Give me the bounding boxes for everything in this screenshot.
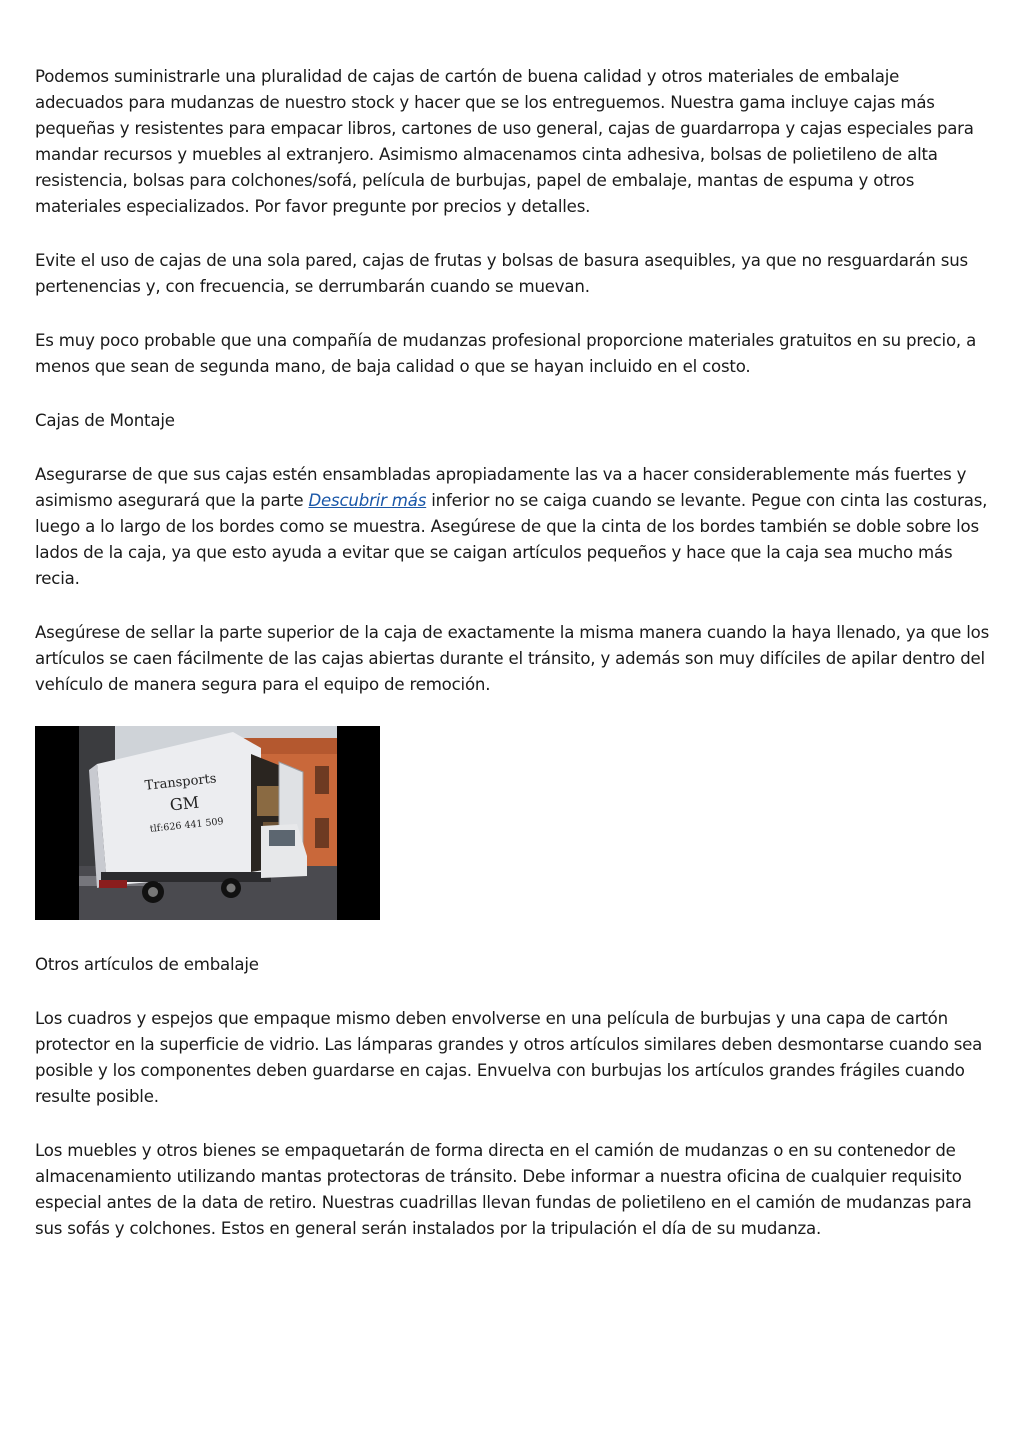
paragraph-furniture: Los muebles y otros bienes se empaquetarán de forma directa en el camión de mudanzas o en su contenedor de almacenamiento utilizando mantas protectoras de tránsito. Debe informar a nuestra oficina de cualquier requisito especial antes de la data de retiro. Nuestras cuadrillas llevan fundas de polietileno en el camión de mudanzas para sus sofás y colchones. Estos en general serán instalados por la tripulación el día de su mudanza.: [35, 1141, 972, 1238]
paragraph-avoid-boxes: Evite el uso de cajas de una sola pared, cajas de frutas y bolsas de basura asequibles, ya que no resguardarán sus pertenencias y, con frecuencia, se derrumbarán cuando se muevan.: [35, 251, 968, 296]
truck-lettering-initials: GM: [168, 792, 200, 815]
moving-truck-illustration: [35, 726, 380, 920]
paragraph-supplies: Podemos suministrarle una pluralidad de cajas de cartón de buena calidad y otros materiales de embalaje adecuados para mudanzas de nuestro stock y hacer que se los entreguemos. Nuestra gama incluye cajas más pequeñas y resistentes para empacar libros, cartones de uso general, cajas de guardarropa y cajas especiales para mandar recursos y muebles al extranjero. Asimismo almacenamos cinta adhesiva, bolsas de polietileno de alta resistencia, bolsas para colchones/sofá, película de burbujas, papel de embalaje, mantas de espuma y otros materiales especializados. Por favor pregunte por precios y detalles.: [35, 67, 974, 216]
paragraph-seal-top: Asegúrese de sellar la parte superior de la caja de exactamente la misma manera cuando la haya llenado, ya que los artículos se caen fácilmente de las cajas abiertas durante el tránsito, y además son muy difíciles de apilar dentro del vehículo de manera segura para el equipo de remoción.: [35, 623, 990, 694]
heading-otros-articulos: Otros artículos de embalaje: [35, 955, 259, 974]
paragraph-pictures-mirrors: Los cuadros y espejos que empaque mismo deben envolverse en una película de burbujas y una capa de cartón protector en la superficie de vidrio. Las lámparas grandes y otros artículos similares deben desmontarse cuando sea posible y los componentes deben guardarse en cajas. Envuelva con burbujas los artículos grandes frágiles cuando resulte posible.: [35, 1009, 983, 1106]
heading-cajas-de-montaje: Cajas de Montaje: [35, 411, 175, 430]
paragraph-assembly: [35, 462, 991, 592]
paragraph-assembly-text-1: Asegurarse de que sus cajas estén ensambladas apropiadamente las va a hacer considerablemente más fuertes y asimismo asegurará que la parte: [35, 465, 967, 510]
moving-truck-image: [35, 726, 380, 920]
descubrir-mas-link[interactable]: Descubrir más: [308, 491, 427, 510]
paragraph-assembly-text-2: inferior no se caiga cuando se levante. Pegue con cinta las costuras, luego a lo largo de los bordes como se muestra. Asegúrese de que la cinta de los bordes también se doble sobre los lados de la caja, ya que esto ayuda a evitar que se caigan artículos pequeños y hace que la caja sea mucho más recia.: [35, 491, 988, 588]
document-body: [35, 64, 991, 1270]
paragraph-free-materials: Es muy poco probable que una compañía de mudanzas profesional proporcione materiales gratuitos en su precio, a menos que sean de segunda mano, de baja calidad o que se hayan incluido en el costo.: [35, 331, 977, 376]
truck-lettering-phone: tlf:626 441 509: [149, 816, 225, 835]
truck-lettering-company: Transports: [144, 771, 218, 794]
